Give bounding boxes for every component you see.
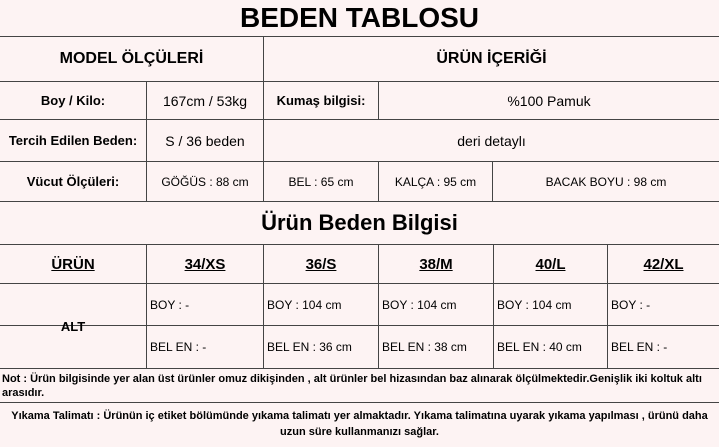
table-cell-boy-38: BOY : 104 cm	[382, 297, 457, 312]
height-weight-value: 167cm / 53kg	[162, 92, 248, 109]
table-cell-boy-34: BOY : -	[150, 297, 190, 312]
column-header-34-xs: 34/XS	[184, 255, 226, 273]
divider	[0, 368, 719, 369]
divider	[0, 402, 719, 403]
column-header-42-xl: 42/XL	[643, 255, 684, 273]
size-info-heading: Ürün Beden Bilgisi	[261, 210, 458, 235]
column-header-36-s: 36/S	[305, 255, 337, 273]
washing-instructions: Yıkama Talimatı : Ürünün iç etiket bölümünde yıkama talimatı yer almaktadır. Yıkama talimatına uyarak yıkama yapılması , ürünü daha uzun süre kullanmanızı sağlar.	[11, 410, 708, 438]
product-detail: deri detaylı	[457, 132, 526, 149]
product-content-heading: ÜRÜN İÇERİĞİ	[436, 50, 547, 67]
row-label-alt: ALT	[60, 318, 86, 334]
chest-measurement: GÖĞÜS : 88 cm	[161, 174, 249, 189]
height-weight-label: Boy / Kilo:	[40, 93, 106, 108]
body-measurements-label: Vücut Ölçüleri:	[26, 174, 120, 189]
table-cell-boy-42: BOY : -	[611, 297, 651, 312]
table-cell-bel-38: BEL EN : 38 cm	[382, 340, 467, 354]
table-cell-boy-40: BOY : 104 cm	[497, 297, 572, 312]
waist-measurement: BEL : 65 cm	[288, 174, 354, 189]
column-header-38-m: 38/M	[419, 255, 453, 273]
table-cell-bel-34: BEL EN : -	[150, 340, 207, 354]
table-cell-bel-36: BEL EN : 36 cm	[267, 340, 352, 354]
table-cell-bel-42: BEL EN : -	[611, 340, 668, 354]
fabric-label: Kumaş bilgisi:	[276, 93, 366, 108]
fabric-value: %100 Pamuk	[507, 92, 591, 109]
table-cell-bel-40: BEL EN : 40 cm	[497, 340, 582, 354]
measurement-note: Not : Ürün bilgisinde yer alan üst ürünler omuz dikişinden , alt ürünler bel hizasından baz alınarak ölçülmektedir.Genişlik iki koltuk altı arasıdır.	[2, 373, 702, 399]
column-header-product: ÜRÜN	[51, 255, 95, 273]
column-header-40-l: 40/L	[535, 255, 566, 273]
table-cell-boy-36: BOY : 104 cm	[267, 297, 342, 312]
hip-measurement: KALÇA : 95 cm	[394, 174, 477, 189]
model-measurements-heading: MODEL ÖLÇÜLERİ	[59, 50, 204, 67]
preferred-size-value: S / 36 beden	[165, 132, 245, 149]
preferred-size-label: Tercih Edilen Beden:	[8, 133, 138, 148]
leg-length-measurement: BACAK BOYU : 98 cm	[545, 174, 667, 189]
page-title: BEDEN TABLOSU	[239, 2, 480, 33]
